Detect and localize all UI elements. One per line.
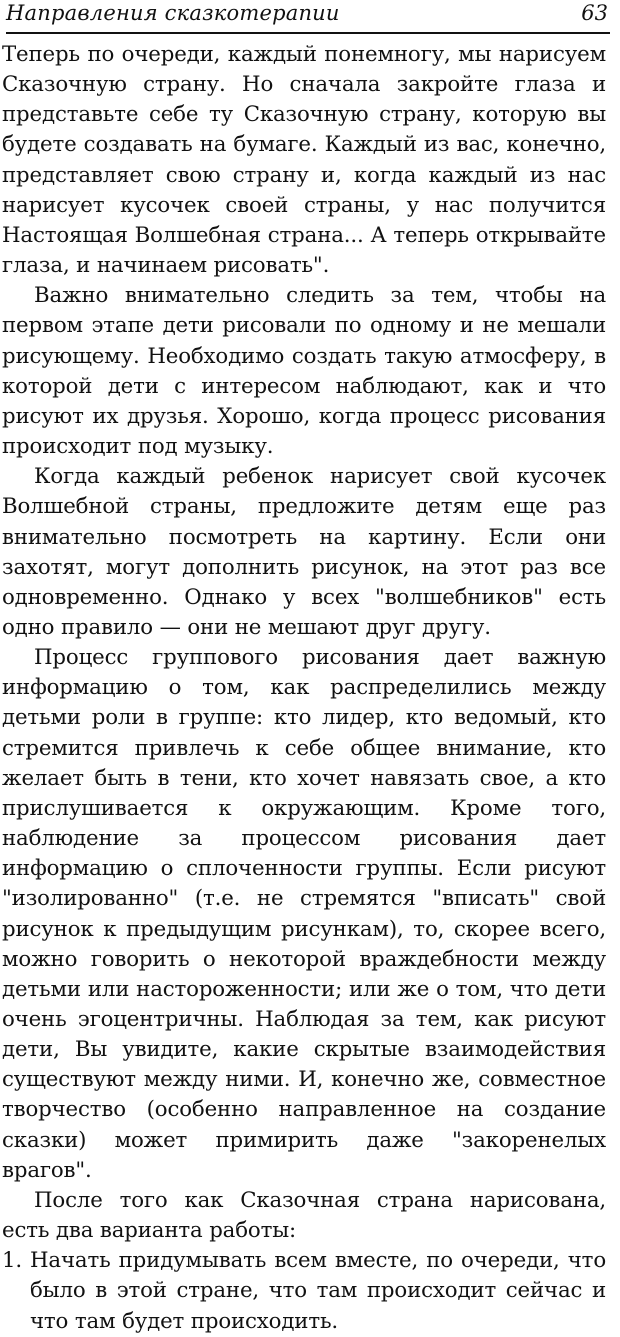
page-header <box>6 0 610 34</box>
paragraph: После того как Сказочная страна нарисована, есть два варианта работы: <box>2 1187 606 1244</box>
running-title: Направления сказкотерапии <box>6 1 340 25</box>
paragraph: Когда каждый ребенок нарисует свой кусочек Волшебной страны, предложите детям еще раз внимательно посмотреть на картину. Если они захотят, могут дополнить рисунок, на этот раз все одновременно. Однако у всех "волшебников" есть одно правило — они не мешают друг другу. <box>2 464 606 640</box>
paragraph: Важно внимательно следить за тем, чтобы на первом этапе дети рисовали по одному и не мешали рисующему. Необходимо создать такую атмосферу, в которой дети с интересом наблюдают, как и что рисуют их друзья. Хорошо, когда процесс рисования происходит под музыку. <box>2 283 606 460</box>
page-number: 63 <box>581 1 608 25</box>
paragraph: Теперь по очереди, каждый понемногу, мы нарисуем Сказочную страну. Но сначала закройте глаза и представьте себе ту Сказочную страну, которую вы будете создавать на бумаге. Каждый из вас, конечно, представляет свою страну и, когда каждый из нас нарисует кусочек своей страны, у нас получится Настоящая Волшебная страна... А теперь открывайте глаза, и начинаем рисовать". <box>2 42 606 279</box>
list-item-text: Начать придумывать всем вместе, по очереди, что было в этой стране, что там происходит сейчас и что там будет происходить. <box>30 1248 606 1334</box>
numbered-list <box>2 1246 606 1336</box>
body-text <box>2 40 606 1337</box>
paragraph: Процесс группового рисования дает важную информацию о том, как распределились между детьми роли в группе: кто лидер, кто ведомый, кто стремится привлечь к себе общее внимание, кто желает быть в тени, кто хочет навязать свое, а кто прислушивается к окружающим. Кроме того, наблюдение за процессом рисования дает информацию о сплоченности группы. Если рисуют "изолированно" (т.е. не стремятся "вписать" свой рисунок к предыдущим рисункам), то, скорее всего, можно говорить о некоторой враждебности между детьми или настороженности; или же о том, что дети очень эгоцентричны. Наблюдая за тем, как рисуют дети, Вы увидите, какие скрытые взаимодействия существуют между ними. И, конечно же, совместное творчество (особенно направленное на создание сказки) может примирить даже "закоренелых врагов". <box>2 645 606 1183</box>
list-item-number: 1. <box>2 1248 23 1274</box>
list-item <box>2 1246 606 1336</box>
